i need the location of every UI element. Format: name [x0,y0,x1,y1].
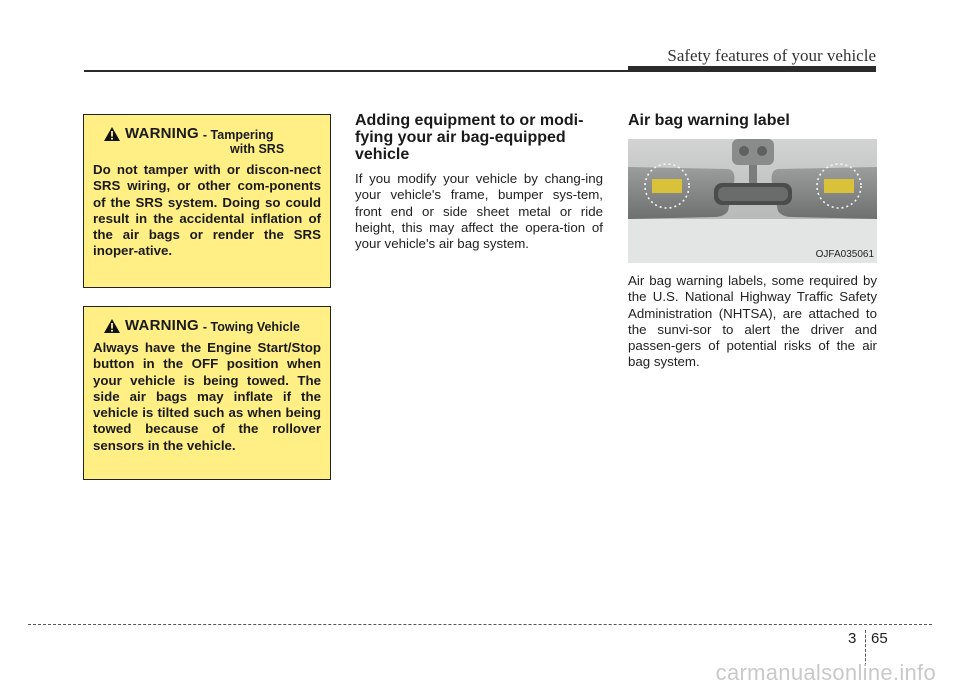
image-code: OJFA035061 [815,249,874,260]
airbag-label-photo [628,139,877,263]
equipment-body: If you modify your vehicle by chang-ing your vehicle's frame, bumper sys-tem, front end or side sheet metal or ride height, this may affect the opera-tion of your vehicle's air bag system. [355,171,603,252]
warning-header [93,317,321,334]
equipment-section [355,112,603,252]
warning-box-tampering [83,114,331,288]
equipment-heading: Adding equipment to or modi-fying your air bag-equipped vehicle [355,112,584,163]
header-section-title: Safety features of your vehicle [667,46,876,65]
watermark: carmanualsonline.info [715,660,936,685]
warning-subtitle: - Towing Vehicle [202,320,300,334]
label-body: Air bag warning labels, some required by the U.S. National Highway Traffic Safety Administration (NHTSA), are attached to the sunvi-sor to alert the driver and passen-gers of potential risks of the air bag system. [628,273,877,370]
warning-body: Do not tamper with or discon-nect SRS wiring, or other com-ponents of the SRS system. Doing so could result in the accidental inflation of the air bags or render the SRS inoper-ative. [93,162,321,259]
page-chapter: 3 [848,630,857,647]
warning-label: WARNING [125,125,199,142]
warning-box-towing [83,306,331,480]
header-tab [628,66,876,72]
warning-body: Always have the Engine Start/Stop button in the OFF position when your vehicle is being towed. The side air bags may inflate if the vehicle is tilted such as when being towed because of the rollover sensors in the vehicle. [93,340,321,453]
warning-subtitle-line2: with SRS [230,142,285,156]
warning-triangle-icon [103,126,121,142]
headliner-illustration [628,139,877,263]
warning-header [93,125,321,142]
warning-triangle-icon [103,318,121,334]
footer-rule [28,624,932,625]
label-section [628,112,877,371]
label-heading: Air bag warning label [628,112,790,129]
warning-subtitle: - Tampering [202,128,274,142]
warning-label: WARNING [125,317,199,334]
page-number: 65 [871,630,888,647]
